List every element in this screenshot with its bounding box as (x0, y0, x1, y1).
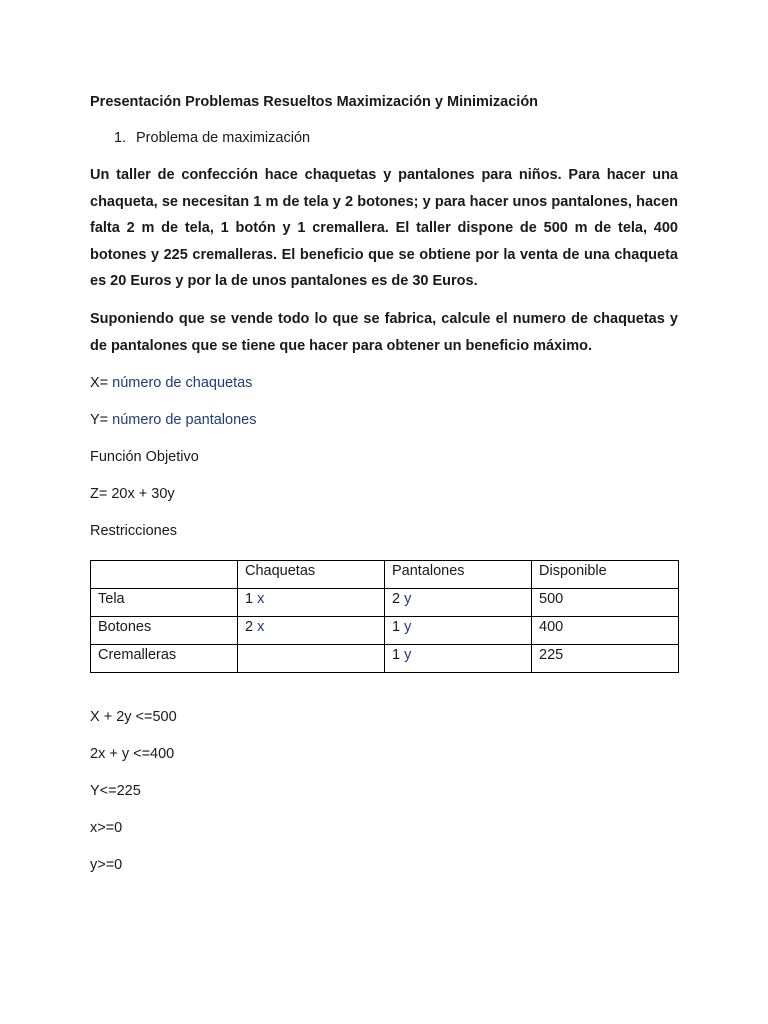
constraint-line: X + 2y <=500 (90, 709, 177, 725)
table-header-cell: Pantalones (385, 561, 532, 589)
constraint-line: y>=0 (90, 857, 123, 873)
pantalones-cell (385, 589, 532, 617)
disponible-cell: 400 (532, 617, 679, 645)
table-header-cell (91, 561, 238, 589)
coef: 1 (392, 619, 401, 635)
variable-y-definition (90, 412, 256, 428)
table-row (91, 589, 679, 617)
variable-x-description: número de chaquetas (112, 375, 253, 391)
row-name: Tela (91, 589, 238, 617)
document-title: Presentación Problemas Resueltos Maximización y Minimización (90, 94, 539, 110)
objective-function: Z= 20x + 30y (90, 486, 175, 502)
constraint-line: Y<=225 (90, 783, 141, 799)
disponible-cell: 500 (532, 589, 679, 617)
constraint-line: x>=0 (90, 820, 123, 836)
coef: 1 (392, 647, 401, 663)
variable-x-definition (90, 375, 252, 391)
chaquetas-cell (238, 617, 385, 645)
row-name: Botones (91, 617, 238, 645)
table-header-cell: Chaquetas (238, 561, 385, 589)
coef: 1 (245, 591, 254, 607)
variable-x-label: X= (90, 375, 109, 391)
table-row (91, 645, 679, 673)
table-header-row (91, 561, 679, 589)
var: x (257, 591, 265, 607)
table-header-cell: Disponible (532, 561, 679, 589)
chaquetas-cell (238, 645, 385, 673)
variable-y-description: número de pantalones (112, 412, 257, 428)
variable-y-label: Y= (90, 412, 109, 428)
problem-question-paragraph: Suponiendo que se vende todo lo que se fabrica, calcule el numero de chaquetas y de pantalones que se tiene que hacer para obtener un beneficio máximo. (90, 311, 678, 354)
var: x (257, 619, 265, 635)
pantalones-cell (385, 617, 532, 645)
list-item-number: 1. (114, 130, 127, 146)
row-name: Cremalleras (91, 645, 238, 673)
table-row (91, 617, 679, 645)
coef: 2 (392, 591, 401, 607)
coef: 2 (245, 619, 254, 635)
chaquetas-cell (238, 589, 385, 617)
var: y (404, 647, 412, 663)
list-item-text: Problema de maximización (136, 130, 311, 146)
restrictions-table (90, 560, 679, 673)
restrictions-heading: Restricciones (90, 523, 178, 539)
problem-statement-paragraph: Un taller de confección hace chaquetas y pantalones para niños. Para hacer una chaqueta, se necesitan 1 m de tela y 2 botones; y para hacer unos pantalones, hacen falta 2 m de tela, 1 botón y 1 cremallera. El taller dispone de 500 m de tela, 400 botones y 225 cremalleras. El beneficio que se obtiene por la venta de una chaqueta es 20 Euros y por la de unos pantalones es de 30 Euros. (90, 167, 678, 289)
var: y (404, 619, 412, 635)
var: y (404, 591, 412, 607)
constraint-line: 2x + y <=400 (90, 746, 175, 762)
objective-heading: Función Objetivo (90, 449, 199, 465)
pantalones-cell (385, 645, 532, 673)
disponible-cell: 225 (532, 645, 679, 673)
